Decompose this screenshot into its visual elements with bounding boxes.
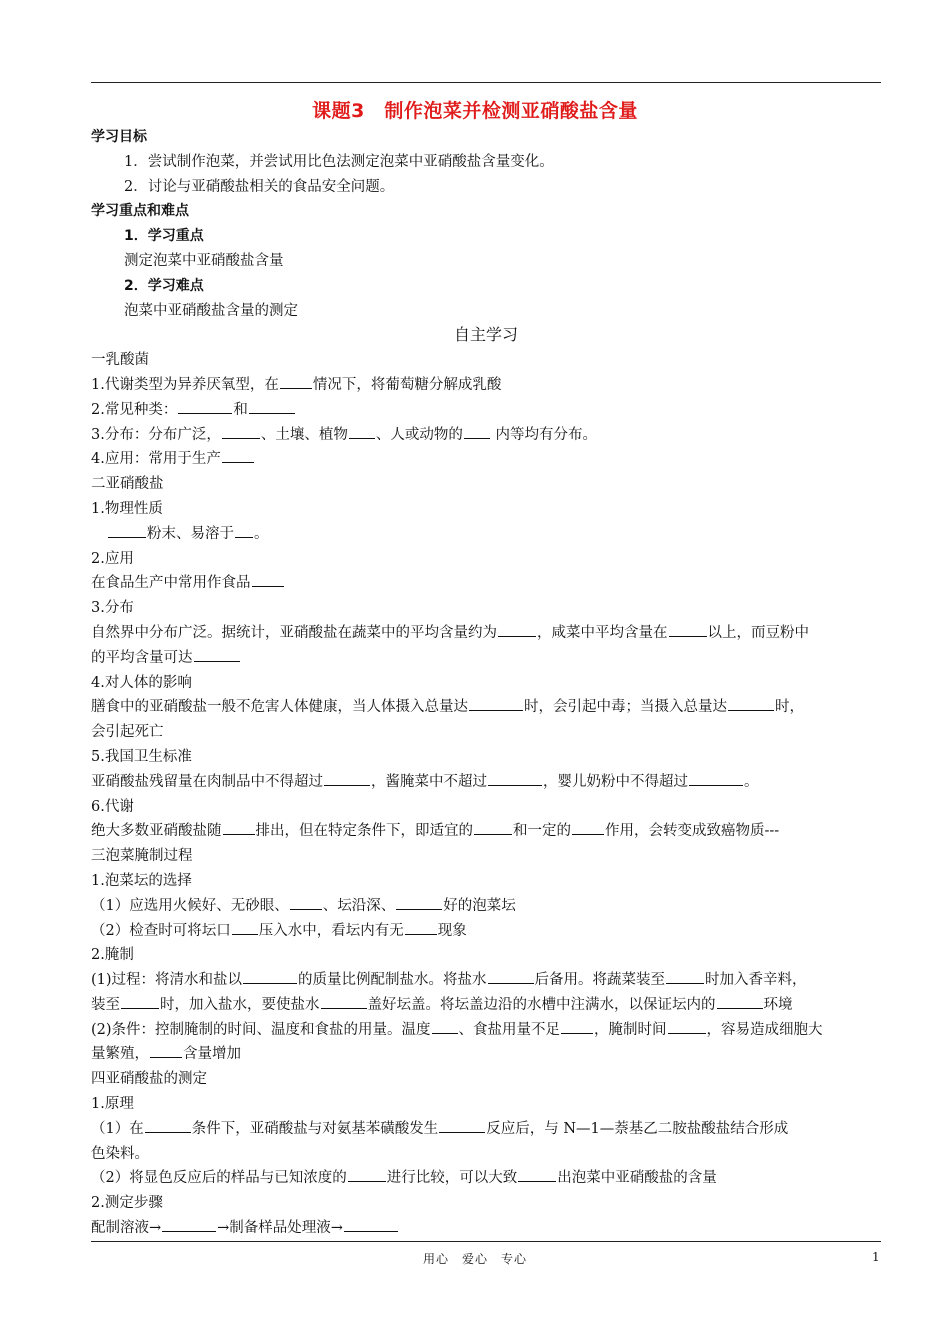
question-line: 粉末、易溶于 。 <box>91 522 891 547</box>
answer-blank[interactable] <box>290 895 322 910</box>
subheading: 1.物理性质 <box>91 500 163 517</box>
question-line: 色染料。 <box>91 1145 149 1162</box>
answer-blank[interactable] <box>252 572 284 587</box>
subheading: 6.代谢 <box>91 798 134 815</box>
section-heading: 二亚硝酸盐 <box>91 476 164 493</box>
question-line: (1)过程：将清水和盐以 的质量比例配制盐水。将盐水 后备用。将蔬菜装至 时加入香辛料， <box>91 968 891 993</box>
difficulty-text: 泡菜中亚硝酸盐含量的测定 <box>124 302 298 319</box>
answer-blank[interactable] <box>222 448 254 463</box>
question-line: （2）将显色反应后的样品与已知浓度的 进行比较，可以大致 出泡菜中亚硝酸盐的含量 <box>91 1166 891 1191</box>
page-title: 课题3 制作泡菜并检测亚硝酸盐含量 <box>312 100 638 122</box>
footer-motto: 用心 爱心 专心 <box>422 1252 527 1266</box>
subheading: 2.腌制 <box>91 947 134 964</box>
question-line: 装至 时，加入盐水，要使盐水 盖好坛盖。将坛盖边沿的水槽中注满水，以保证坛内的 环境 <box>91 993 891 1018</box>
objective-item: 2．讨论与亚硝酸盐相关的食品安全问题。 <box>124 178 395 195</box>
question-line: 自然界中分布广泛。据统计，亚硝酸盐在蔬菜中的平均含量约为 ，咸菜中平均含量在 以上，而豆粉中 <box>91 621 891 646</box>
answer-blank[interactable] <box>348 1167 386 1182</box>
section-heading: 四亚硝酸盐的测定 <box>91 1071 207 1088</box>
answer-blank[interactable] <box>488 969 534 984</box>
objective-item: 1．尝试制作泡菜，并尝试用比色法测定泡菜中亚硝酸盐含量变化。 <box>124 153 554 170</box>
page-number: 1 <box>872 1250 880 1264</box>
answer-blank[interactable] <box>572 820 604 835</box>
answer-blank[interactable] <box>728 696 774 711</box>
answer-blank[interactable] <box>344 1217 398 1232</box>
question-line: 在食品生产中常用作食品 <box>91 571 891 596</box>
header-rule <box>91 82 881 83</box>
answer-blank[interactable] <box>349 424 375 439</box>
difficulty-heading: 2．学习难点 <box>124 277 204 294</box>
answer-blank[interactable] <box>396 895 442 910</box>
answer-blank[interactable] <box>145 1118 191 1133</box>
answer-blank[interactable] <box>232 920 258 935</box>
answer-blank[interactable] <box>498 622 536 637</box>
answer-blank[interactable] <box>669 622 707 637</box>
subheading: 2.测定步骤 <box>91 1195 163 1212</box>
answer-blank[interactable] <box>464 424 490 439</box>
question-line: 量繁殖， 含量增加 <box>91 1042 891 1067</box>
answer-blank[interactable] <box>439 1118 485 1133</box>
answer-blank[interactable] <box>280 374 312 389</box>
answer-blank[interactable] <box>108 523 146 538</box>
focus-heading: 1．学习重点 <box>124 228 204 245</box>
question-line: 配制溶液→ →制备样品处理液→ <box>91 1216 891 1241</box>
question-line: 4.应用：常用于生产 <box>91 447 891 472</box>
subheading: 4.对人体的影响 <box>91 674 192 691</box>
answer-blank[interactable] <box>121 994 159 1009</box>
focus-text: 测定泡菜中亚硝酸盐含量 <box>124 252 284 269</box>
section-heading: 一乳酸菌 <box>91 352 149 369</box>
answer-blank[interactable] <box>243 969 297 984</box>
subheading: 1.原理 <box>91 1096 134 1113</box>
answer-blank[interactable] <box>432 1019 458 1034</box>
answer-blank[interactable] <box>150 1043 182 1058</box>
question-line: 会引起死亡 <box>91 724 164 741</box>
answer-blank[interactable] <box>222 424 260 439</box>
answer-blank[interactable] <box>469 696 523 711</box>
answer-blank[interactable] <box>518 1167 556 1182</box>
subheading: 5.我国卫生标准 <box>91 748 192 765</box>
objectives-heading: 学习目标 <box>91 129 147 145</box>
document-body <box>91 125 891 1241</box>
answer-blank[interactable] <box>223 820 255 835</box>
question-line: 3.分布：分布广泛， 、土壤、植物 、人或动物的 内等均有分布。 <box>91 423 891 448</box>
subheading: 2.应用 <box>91 550 134 567</box>
answer-blank[interactable] <box>561 1019 593 1034</box>
question-line: （1）应选用火候好、无砂眼、 、坛沿深、 好的泡菜坛 <box>91 894 891 919</box>
key-points-heading: 学习重点和难点 <box>91 203 189 220</box>
question-line: 1.代谢类型为异养厌氧型，在 情况下，将葡萄糖分解成乳酸 <box>91 373 891 398</box>
answer-blank[interactable] <box>162 1217 216 1232</box>
section-heading: 三泡菜腌制过程 <box>91 848 193 865</box>
self-study-heading: 自主学习 <box>453 325 518 345</box>
answer-blank[interactable] <box>249 399 295 414</box>
question-line: 绝大多数亚硝酸盐随 排出，但在特定条件下，即适宜的 和一定的 作用，会转变成致癌物质--- <box>91 819 891 844</box>
answer-blank[interactable] <box>235 523 253 538</box>
subheading: 3.分布 <box>91 600 134 617</box>
answer-blank[interactable] <box>689 771 743 786</box>
answer-blank[interactable] <box>194 647 240 662</box>
question-line: 亚硝酸盐残留量在肉制品中不得超过 ，酱腌菜中不超过 ，婴儿奶粉中不得超过 。 <box>91 770 891 795</box>
answer-blank[interactable] <box>488 771 542 786</box>
question-line: 2.常见种类： 和 <box>91 398 891 423</box>
answer-blank[interactable] <box>666 969 704 984</box>
answer-blank[interactable] <box>405 920 437 935</box>
question-line: （2）检查时可将坛口 压入水中，看坛内有无 现象 <box>91 919 891 944</box>
answer-blank[interactable] <box>668 1019 706 1034</box>
answer-blank[interactable] <box>717 994 763 1009</box>
question-line: (2)条件：控制腌制的时间、温度和食盐的用量。温度 、食盐用量不足 ，腌制时间 ，容易造成细胞大 <box>91 1018 891 1043</box>
answer-blank[interactable] <box>324 771 370 786</box>
question-line: 膳食中的亚硝酸盐一般不危害人体健康，当人体摄入总量达 时，会引起中毒；当摄入总量达 时， <box>91 695 891 720</box>
answer-blank[interactable] <box>178 399 232 414</box>
footer-rule <box>91 1241 881 1242</box>
question-line: （1）在 条件下，亚硝酸盐与对氨基苯磺酸发生 反应后，与 N—1—萘基乙二胺盐酸盐结合形成 <box>91 1117 891 1142</box>
answer-blank[interactable] <box>321 994 367 1009</box>
answer-blank[interactable] <box>474 820 512 835</box>
question-line: 的平均含量可达 <box>91 646 891 671</box>
subheading: 1.泡菜坛的选择 <box>91 872 192 889</box>
